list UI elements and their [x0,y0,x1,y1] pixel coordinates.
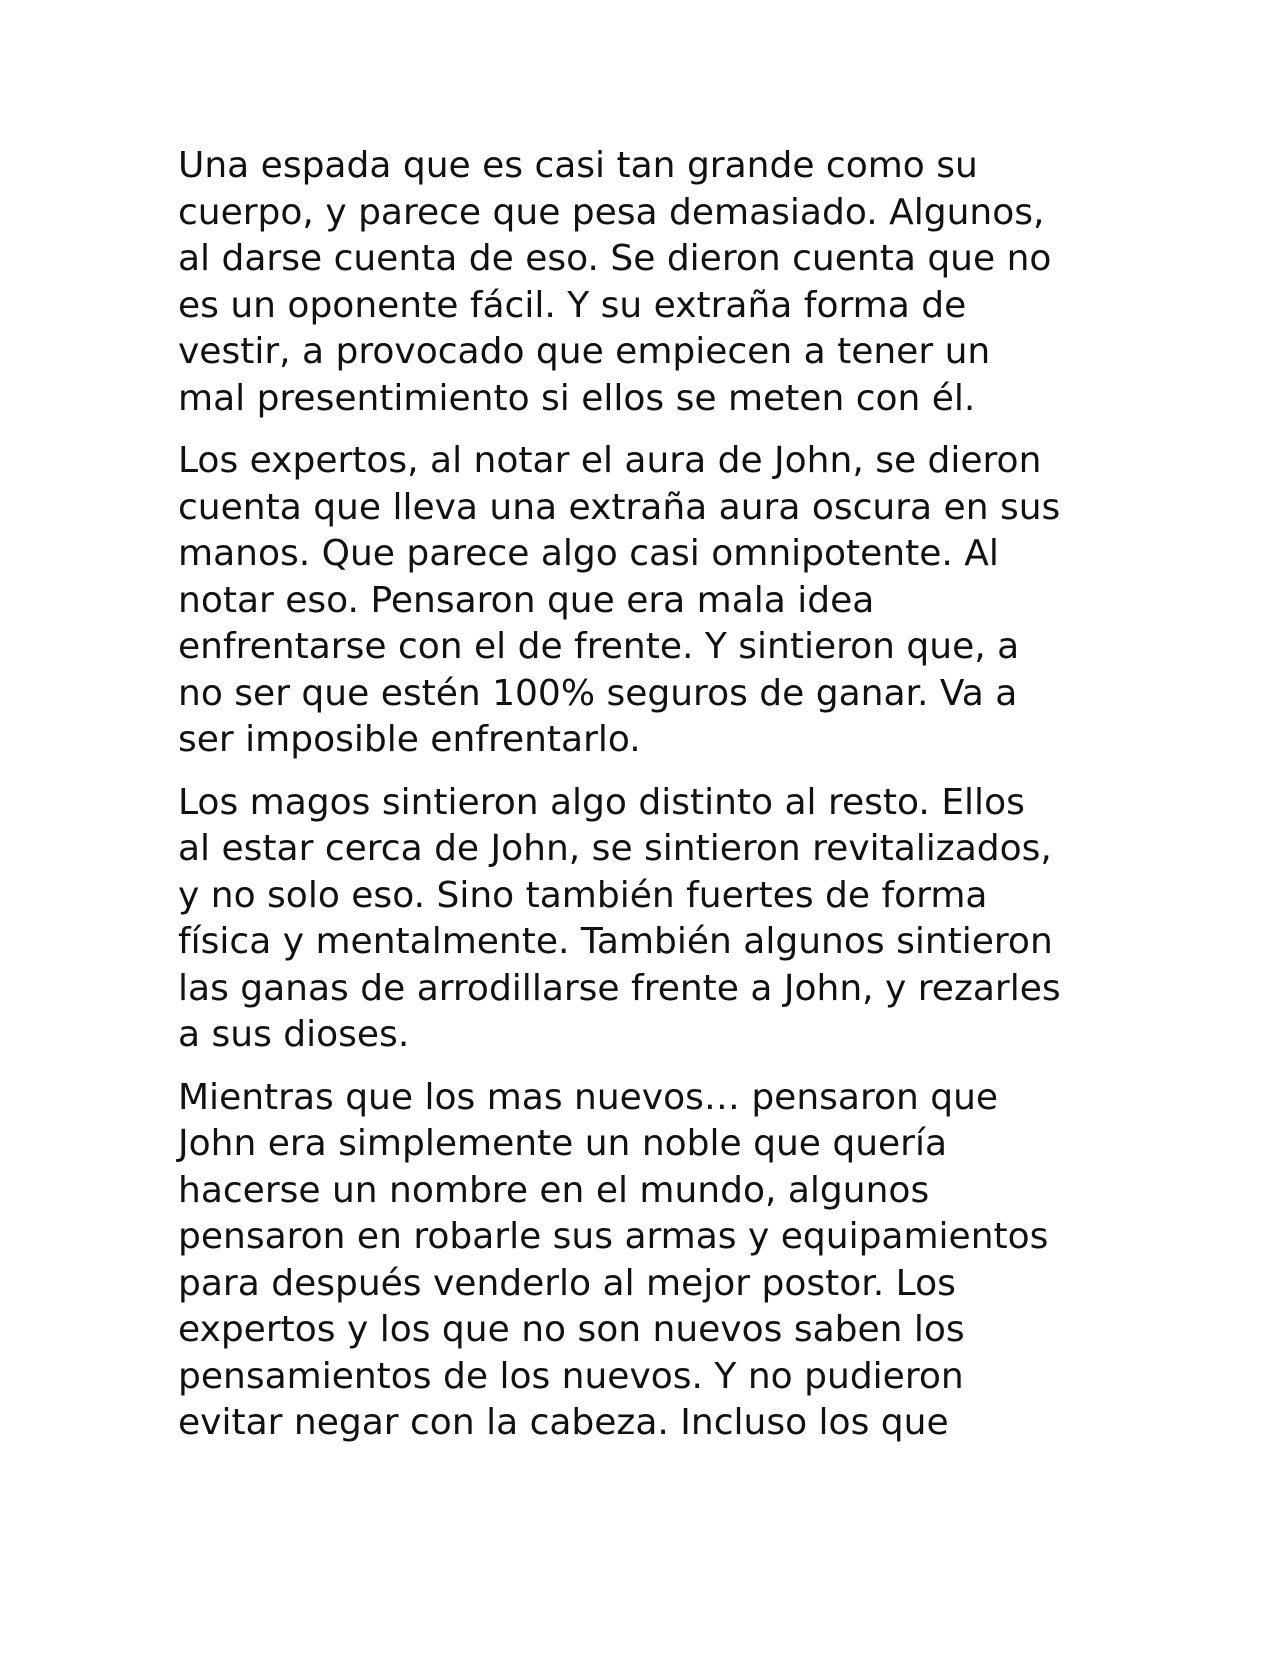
text-line: hacerse un nombre en el mundo, algunos [178,1169,930,1211]
text-line: y no solo eso. Sino también fuertes de forma [178,874,988,916]
text-line: al darse cuenta de eso. Se dieron cuenta que no [178,238,1052,279]
text-line: cuerpo, y parece que pesa demasiado. Algunos, [178,191,1045,233]
text-line: John era simplemente un noble que quería [178,1123,948,1164]
text-line: Mientras que los mas nuevos… pensaron que [178,1076,999,1118]
text-line: cuenta que lleva una extraña aura oscura en sus [178,486,1061,528]
text-line: pensamientos de los nuevos. Y no pudieron [178,1355,964,1397]
text-line: las ganas de arrodillarse frente a John, y rezarles [178,967,1061,1009]
text-line: manos. Que parece algo casi omnipotente. Al [178,533,999,574]
text-line: a sus dioses. [178,1014,410,1055]
text-line: mal presentimiento si ellos se meten con él. [178,377,976,419]
paragraph-4 [178,1075,1118,1447]
text-line: para después venderlo al mejor postor. Los [178,1262,956,1304]
text-line: vestir, a provocado que empiecen a tener un [178,331,991,372]
text-line: evitar negar con la cabeza. Incluso los que [178,1402,949,1443]
paragraph-1 [178,143,1118,422]
text-line: Los expertos, al notar el aura de John, se dieron [178,440,1042,481]
text-line: enfrentarse con el de frente. Y sintieron que, a [178,626,1020,667]
text-line: no ser que estén 100% seguros de ganar. Va a [178,672,1018,714]
text-line: pensaron en robarle sus armas y equipamientos [178,1216,1049,1257]
text-line: física y mentalmente. También algunos sintieron [178,921,1053,962]
text-line: Una espada que es casi tan grande como su [178,145,978,186]
text-line: Los magos sintieron algo distinto al resto. Ellos [178,781,1025,823]
paragraph-2 [178,438,1118,764]
text-line: expertos y los que no son nuevos saben los [178,1309,965,1350]
text-line: notar eso. Pensaron que era mala idea [178,579,875,621]
text-line: ser imposible enfrentarlo. [178,719,641,760]
paragraph-3 [178,780,1118,1059]
text-line: es un oponente fácil. Y su extraña forma de [178,284,967,326]
text-line: al estar cerca de John, se sintieron revitalizados, [178,828,1052,869]
document-body [178,143,1118,1463]
